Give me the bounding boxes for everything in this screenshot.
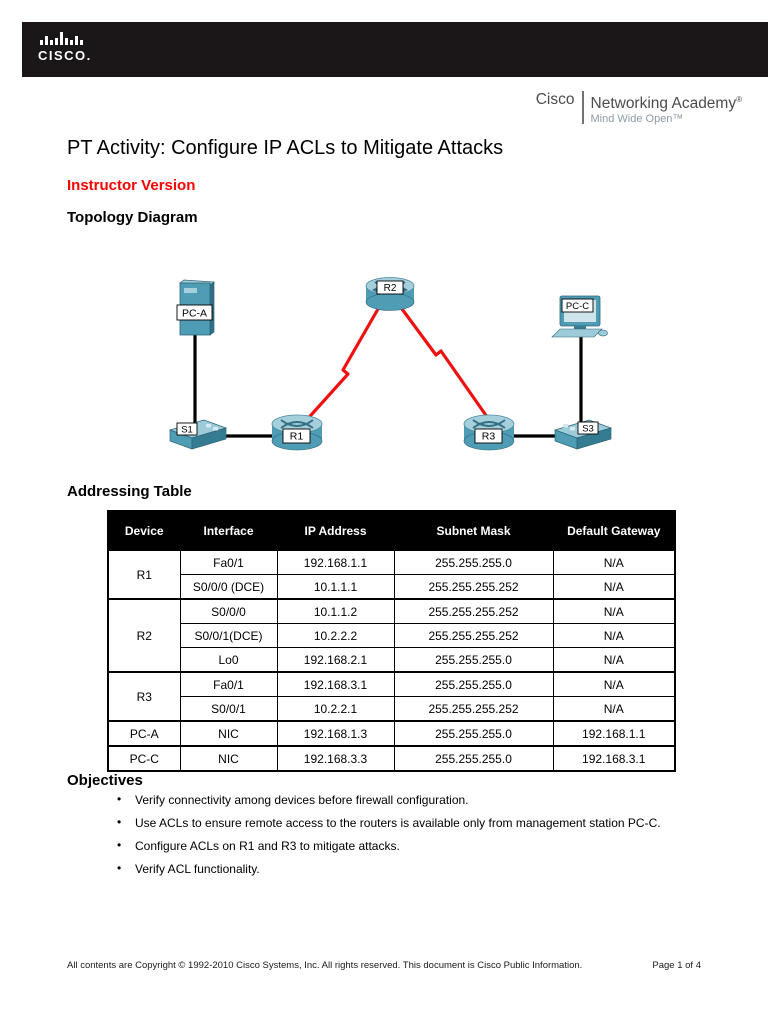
addressing-heading: Addressing Table [67, 483, 192, 500]
ip-cell: 10.2.2.2 [277, 624, 394, 648]
ip-cell: 10.1.1.2 [277, 599, 394, 624]
interface-cell: S0/0/0 [180, 599, 277, 624]
ip-cell: 192.168.1.3 [277, 721, 394, 746]
mask-cell: 255.255.255.252 [394, 599, 553, 624]
table-row [108, 648, 675, 673]
version-label: Instructor Version [67, 177, 196, 194]
device-label-s3: S3 [582, 423, 594, 435]
device-cell: R1 [108, 550, 180, 599]
gateway-cell: N/A [553, 599, 675, 624]
mask-cell: 255.255.255.0 [394, 721, 553, 746]
mask-cell: 255.255.255.0 [394, 746, 553, 771]
column-header: Interface [180, 511, 277, 550]
device-label-r3: R3 [481, 430, 496, 443]
device-label-r2: R2 [383, 283, 397, 294]
mask-cell: 255.255.255.0 [394, 672, 553, 697]
cisco-bridge-icon [40, 32, 92, 45]
interface-cell: S0/0/0 (DCE) [180, 575, 277, 600]
table-header-row [108, 511, 675, 550]
table-row [108, 721, 675, 746]
cisco-wordmark: CISCO. [38, 48, 92, 63]
mask-cell: 255.255.255.252 [394, 575, 553, 600]
copyright-text: All contents are Copyright © 1992-2010 Cisco Systems, Inc. All rights reserved. This document is Cisco Public Information. [67, 960, 583, 971]
objective-item [67, 793, 727, 816]
link-r1-r2-serial [303, 309, 378, 424]
device-router-r2 [366, 278, 414, 311]
device-label-s1: S1 [181, 424, 193, 436]
device-cell: R3 [108, 672, 180, 721]
cisco-header-bar [22, 22, 768, 77]
column-header: Default Gateway [553, 511, 675, 550]
registered-mark: ® [736, 95, 742, 104]
column-header: IP Address [277, 511, 394, 550]
gateway-cell: 192.168.3.1 [553, 746, 675, 771]
objective-item [67, 816, 727, 839]
topology-heading: Topology Diagram [67, 209, 198, 226]
gateway-cell: N/A [553, 550, 675, 575]
objective-item [67, 862, 727, 885]
bullet-icon: • [117, 838, 122, 852]
table-row [108, 672, 675, 697]
addressing-table [107, 510, 676, 772]
device-cell: R2 [108, 599, 180, 672]
gateway-cell: N/A [553, 575, 675, 600]
device-pc-c [552, 296, 608, 337]
gateway-cell: N/A [553, 648, 675, 673]
interface-cell: NIC [180, 746, 277, 771]
objective-text: Verify ACL functionality. [135, 862, 260, 876]
ip-cell: 192.168.1.1 [277, 550, 394, 575]
gateway-cell: N/A [553, 697, 675, 722]
topology-diagram [0, 240, 768, 475]
ip-cell: 10.2.2.1 [277, 697, 394, 722]
device-cell: PC-C [108, 746, 180, 771]
device-router-r3 [464, 415, 514, 450]
interface-cell: Lo0 [180, 648, 277, 673]
page-number: Page 1 of 4 [652, 960, 701, 971]
table-row [108, 697, 675, 722]
mask-cell: 255.255.255.0 [394, 550, 553, 575]
interface-cell: S0/0/1(DCE) [180, 624, 277, 648]
academy-cisco-text: Cisco [535, 91, 575, 108]
academy-name-text: Networking Academy® [590, 95, 742, 113]
column-header: Device [108, 511, 180, 550]
objective-text: Use ACLs to ensure remote access to the routers is available only from management station PC-C. [135, 816, 661, 830]
interface-cell: Fa0/1 [180, 672, 277, 697]
gateway-cell: N/A [553, 672, 675, 697]
bullet-icon: • [117, 861, 122, 875]
cisco-logo [38, 32, 92, 63]
device-label-pc-a: PC-A [181, 307, 208, 320]
logo-divider [582, 91, 584, 124]
page-title: PT Activity: Configure IP ACLs to Mitigate Attacks [67, 137, 504, 159]
bullet-icon: • [117, 792, 122, 806]
academy-tagline: Mind Wide Open™ [590, 113, 684, 126]
ip-cell: 192.168.2.1 [277, 648, 394, 673]
bullet-icon: • [117, 815, 122, 829]
column-header: Subnet Mask [394, 511, 553, 550]
link-r2-r3-serial [402, 309, 492, 424]
interface-cell: S0/0/1 [180, 697, 277, 722]
device-label-r1: R1 [289, 430, 304, 443]
table-row [108, 550, 675, 575]
device-switch-s3 [555, 420, 611, 449]
table-row [108, 575, 675, 600]
networking-academy-logo [536, 90, 742, 126]
objectives-list [67, 793, 727, 885]
ip-cell: 192.168.3.1 [277, 672, 394, 697]
device-cell: PC-A [108, 721, 180, 746]
interface-cell: NIC [180, 721, 277, 746]
gateway-cell: 192.168.1.1 [553, 721, 675, 746]
ip-cell: 192.168.3.3 [277, 746, 394, 771]
device-label-pc-c: PC-C [565, 301, 590, 312]
objectives-heading: Objectives [67, 772, 143, 789]
objective-item [67, 839, 727, 862]
device-switch-s1 [170, 420, 226, 449]
interface-cell: Fa0/1 [180, 550, 277, 575]
table-row [108, 624, 675, 648]
mask-cell: 255.255.255.252 [394, 624, 553, 648]
table-row [108, 746, 675, 771]
mask-cell: 255.255.255.0 [394, 648, 553, 673]
ip-cell: 10.1.1.1 [277, 575, 394, 600]
device-router-r1 [272, 415, 322, 450]
table-row [108, 599, 675, 624]
mask-cell: 255.255.255.252 [394, 697, 553, 722]
objective-text: Configure ACLs on R1 and R3 to mitigate attacks. [135, 839, 400, 853]
objective-text: Verify connectivity among devices before firewall configuration. [135, 793, 469, 807]
page-footer [67, 960, 701, 971]
gateway-cell: N/A [553, 624, 675, 648]
device-pc-a [177, 280, 214, 335]
